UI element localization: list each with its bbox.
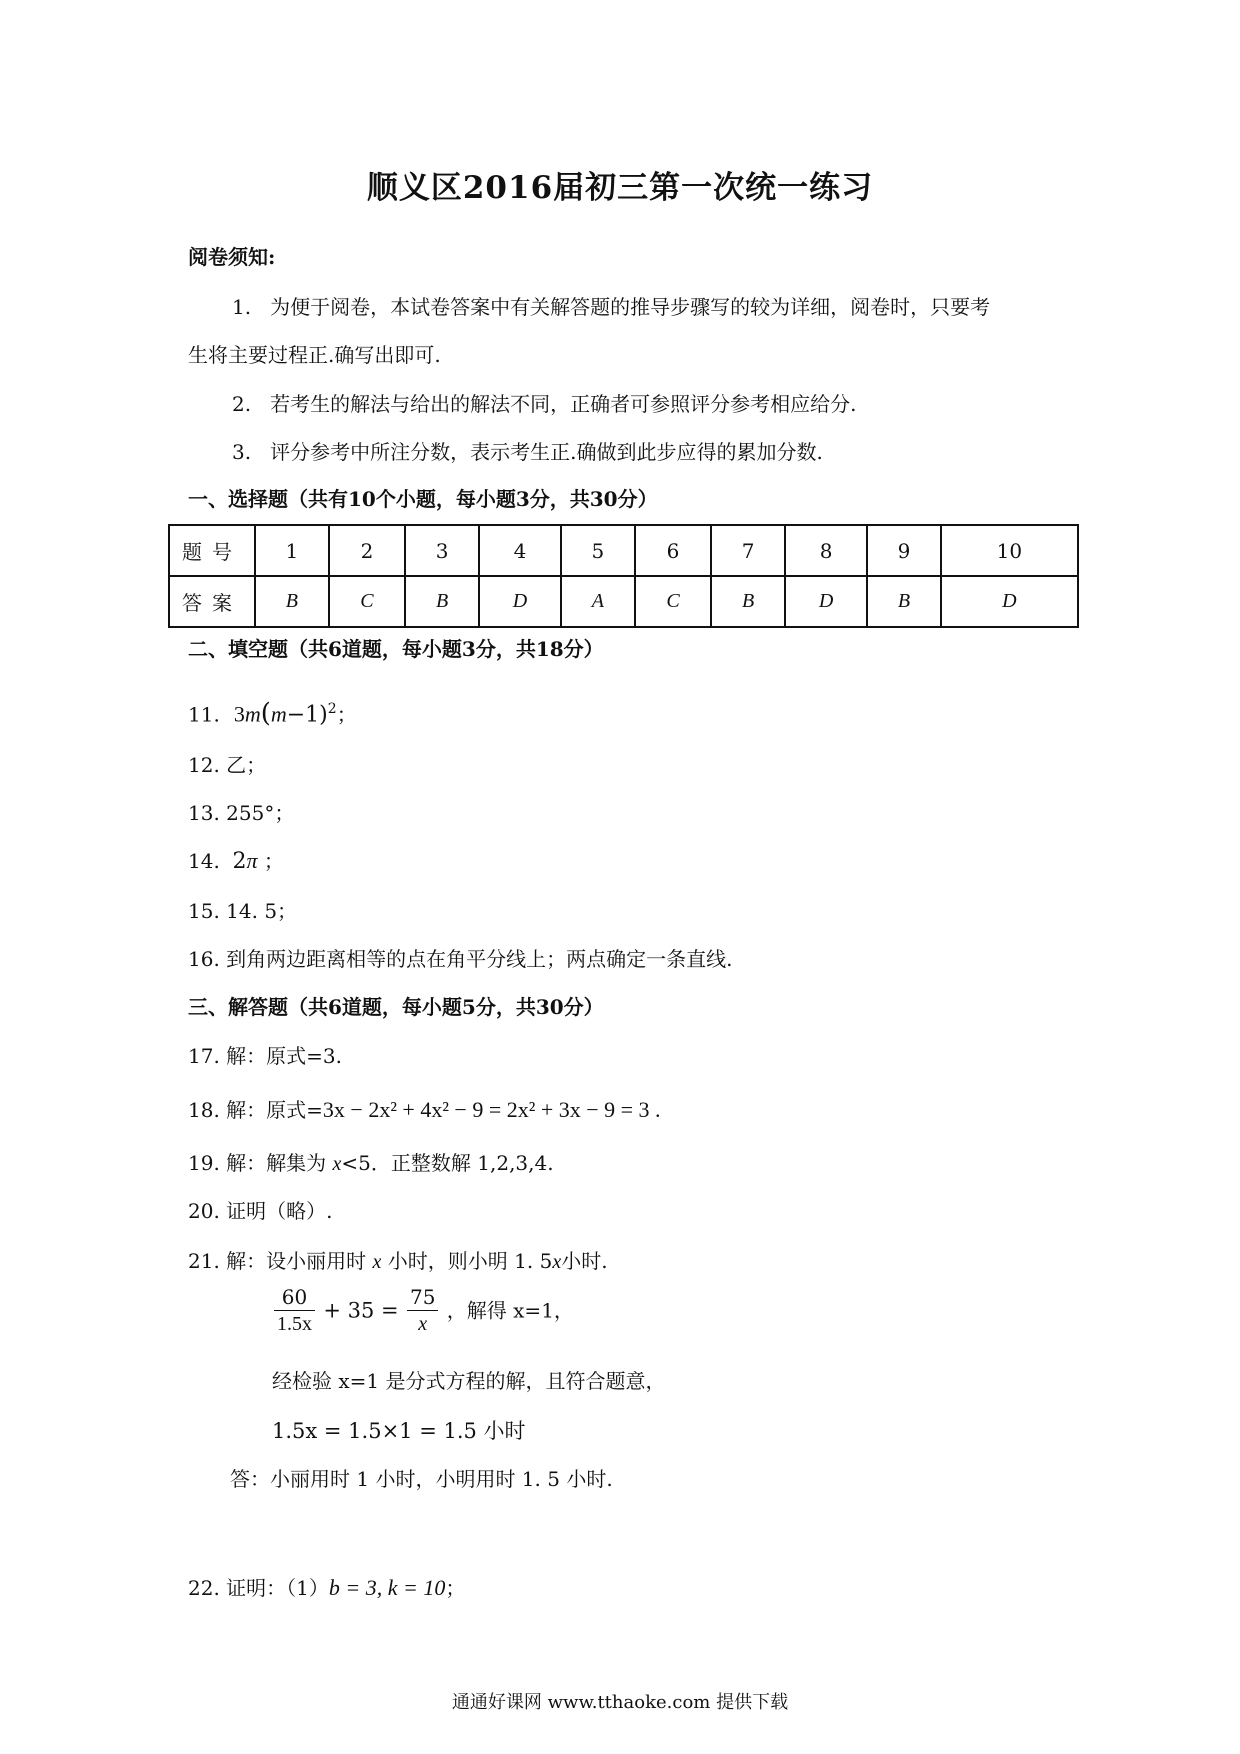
- notice-item-1-number: 1.: [232, 295, 252, 319]
- notice-item-3-number: 3.: [232, 440, 252, 464]
- answer-13: 13. 255°；: [188, 801, 295, 825]
- notice-item-3: [232, 439, 823, 465]
- table-cell-number: 8: [785, 525, 867, 576]
- answer-11-var: m: [244, 701, 261, 727]
- notice-item-2-number: 2.: [232, 392, 252, 416]
- table-header-answer: 答案: [169, 576, 255, 627]
- answer-22-prefix: 22. 证明：（1）: [188, 1576, 329, 1600]
- answer-19-prefix: 19. 解：解集为: [188, 1151, 327, 1175]
- table-cell-number: 3: [405, 525, 479, 576]
- table-cell-answer: C: [635, 576, 712, 627]
- answer-19-rest: <5．正整数解 1,2,3,4.: [341, 1151, 554, 1175]
- table-cell-number: 1: [255, 525, 329, 576]
- page-title: 顺义区2016届初三第一次统一练习: [366, 170, 874, 206]
- answer-14-number: 14.: [188, 849, 220, 873]
- table-cell-number: 9: [867, 525, 941, 576]
- answer-21-var: x: [372, 1251, 382, 1273]
- answer-14-pi: π: [246, 848, 258, 873]
- answer-11-exponent: 2: [327, 701, 337, 717]
- answer-19: [188, 1150, 554, 1177]
- answer-18: [188, 1097, 661, 1123]
- answer-22-end: ；: [445, 1576, 466, 1600]
- answer-14-end: ；: [263, 849, 284, 873]
- fraction-denominator: x: [418, 1313, 428, 1335]
- table-row-answers: [169, 576, 1078, 627]
- section-3-heading: 三、解答题（共6道题，每小题5分，共30分）: [188, 995, 604, 1019]
- notice-item-3-text: 评分参考中所注分数，表示考生正.确做到此步应得的累加分数.: [270, 440, 823, 464]
- answer-21-conclusion: 答：小丽用时 1 小时，小明用时 1. 5 小时.: [230, 1467, 613, 1491]
- table-cell-answer: C: [329, 576, 406, 627]
- answer-14: [188, 848, 284, 875]
- answer-12: 12. 乙；: [188, 753, 267, 777]
- table-cell-answer: B: [867, 576, 941, 627]
- answer-17: 17. 解：原式=3.: [188, 1044, 343, 1068]
- answer-18-expression: 3x − 2x² + 4x² − 9 = 2x² + 3x − 9 = 3 .: [322, 1097, 661, 1122]
- answer-11-paren: (: [260, 698, 271, 729]
- fraction-numerator: 75: [407, 1284, 438, 1311]
- answer-22: [188, 1575, 465, 1601]
- fraction-numerator: 60: [274, 1284, 315, 1311]
- answer-18-prefix: 18. 解：原式=: [188, 1098, 323, 1122]
- table-cell-answer: D: [785, 576, 867, 627]
- table-cell-number: 4: [479, 525, 561, 576]
- section-2-heading: 二、填空题（共6道题，每小题3分，共18分）: [188, 637, 604, 661]
- answer-11-var2: m: [270, 701, 287, 727]
- answer-15: 15. 14. 5；: [188, 899, 298, 923]
- table-cell-number: 2: [329, 525, 406, 576]
- answer-16: 16. 到角两边距离相等的点在角平分线上；两点确定一条直线.: [188, 947, 733, 971]
- section-1-heading: 一、选择题（共有10个小题，每小题3分，共30分）: [188, 487, 658, 511]
- notice-item-1-line-1: 为便于阅卷，本试卷答案中有关解答题的推导步骤写的较为详细，阅卷时，只要考: [270, 295, 991, 319]
- table-cell-number: 10: [941, 525, 1078, 576]
- answer-table: [168, 524, 1079, 628]
- notice-item-2-text: 若考生的解法与给出的解法不同，正确者可参照评分参考相应给分.: [270, 392, 857, 416]
- answer-21-line-1: [188, 1248, 608, 1275]
- equation-middle: + 35 =: [323, 1298, 399, 1323]
- answer-21-check: 经检验 x=1 是分式方程的解，且符合题意，: [272, 1369, 666, 1393]
- fraction-denominator: 1.5x: [277, 1313, 312, 1335]
- table-cell-answer: B: [405, 576, 479, 627]
- equation-solution: ，解得 x=1，: [446, 1298, 574, 1323]
- table-cell-answer: B: [711, 576, 785, 627]
- answer-11-number: 11.: [188, 702, 220, 727]
- answer-11-rest: −1): [286, 702, 328, 728]
- table-cell-answer: B: [255, 576, 329, 627]
- table-cell-answer: A: [561, 576, 635, 627]
- table-header-number: 题号: [169, 525, 255, 576]
- table-cell-number: 7: [711, 525, 785, 576]
- notice-heading: 阅卷须知:: [188, 245, 276, 269]
- notice-item-1: [232, 294, 990, 320]
- answer-14-value: 2: [232, 849, 247, 874]
- table-row-numbers: [169, 525, 1078, 576]
- notice-item-1-line-2: 生将主要过程正.确写出即可.: [188, 343, 441, 367]
- answer-11-coef: 3: [233, 701, 245, 727]
- answer-21-calc: 1.5x = 1.5×1 = 1.5 小时: [272, 1419, 526, 1443]
- answer-21-prefix: 21. 解：设小丽用时: [188, 1249, 367, 1273]
- table-cell-answer: D: [479, 576, 561, 627]
- answer-21-equation: [272, 1284, 574, 1337]
- fraction-75-over-x: [407, 1284, 438, 1337]
- notice-item-2: [232, 391, 857, 417]
- answer-11-end: ；: [336, 702, 357, 727]
- answer-20: 20. 证明（略）.: [188, 1199, 333, 1223]
- answer-22-expression: b = 3, k = 10: [328, 1575, 446, 1600]
- footer-credit: 通通好课网 www.tthaoke.com 提供下载: [451, 1692, 789, 1713]
- table-cell-answer: D: [941, 576, 1078, 627]
- fraction-60-over-1.5x: [274, 1284, 315, 1337]
- table-cell-number: 5: [561, 525, 635, 576]
- answer-21-var2: x: [552, 1251, 562, 1273]
- answer-19-var: x: [332, 1153, 342, 1175]
- answer-21-end: 小时.: [561, 1249, 608, 1273]
- answer-21-mid: 小时，则小明 1. 5: [387, 1249, 553, 1273]
- table-cell-number: 6: [635, 525, 712, 576]
- answer-11: [188, 696, 357, 728]
